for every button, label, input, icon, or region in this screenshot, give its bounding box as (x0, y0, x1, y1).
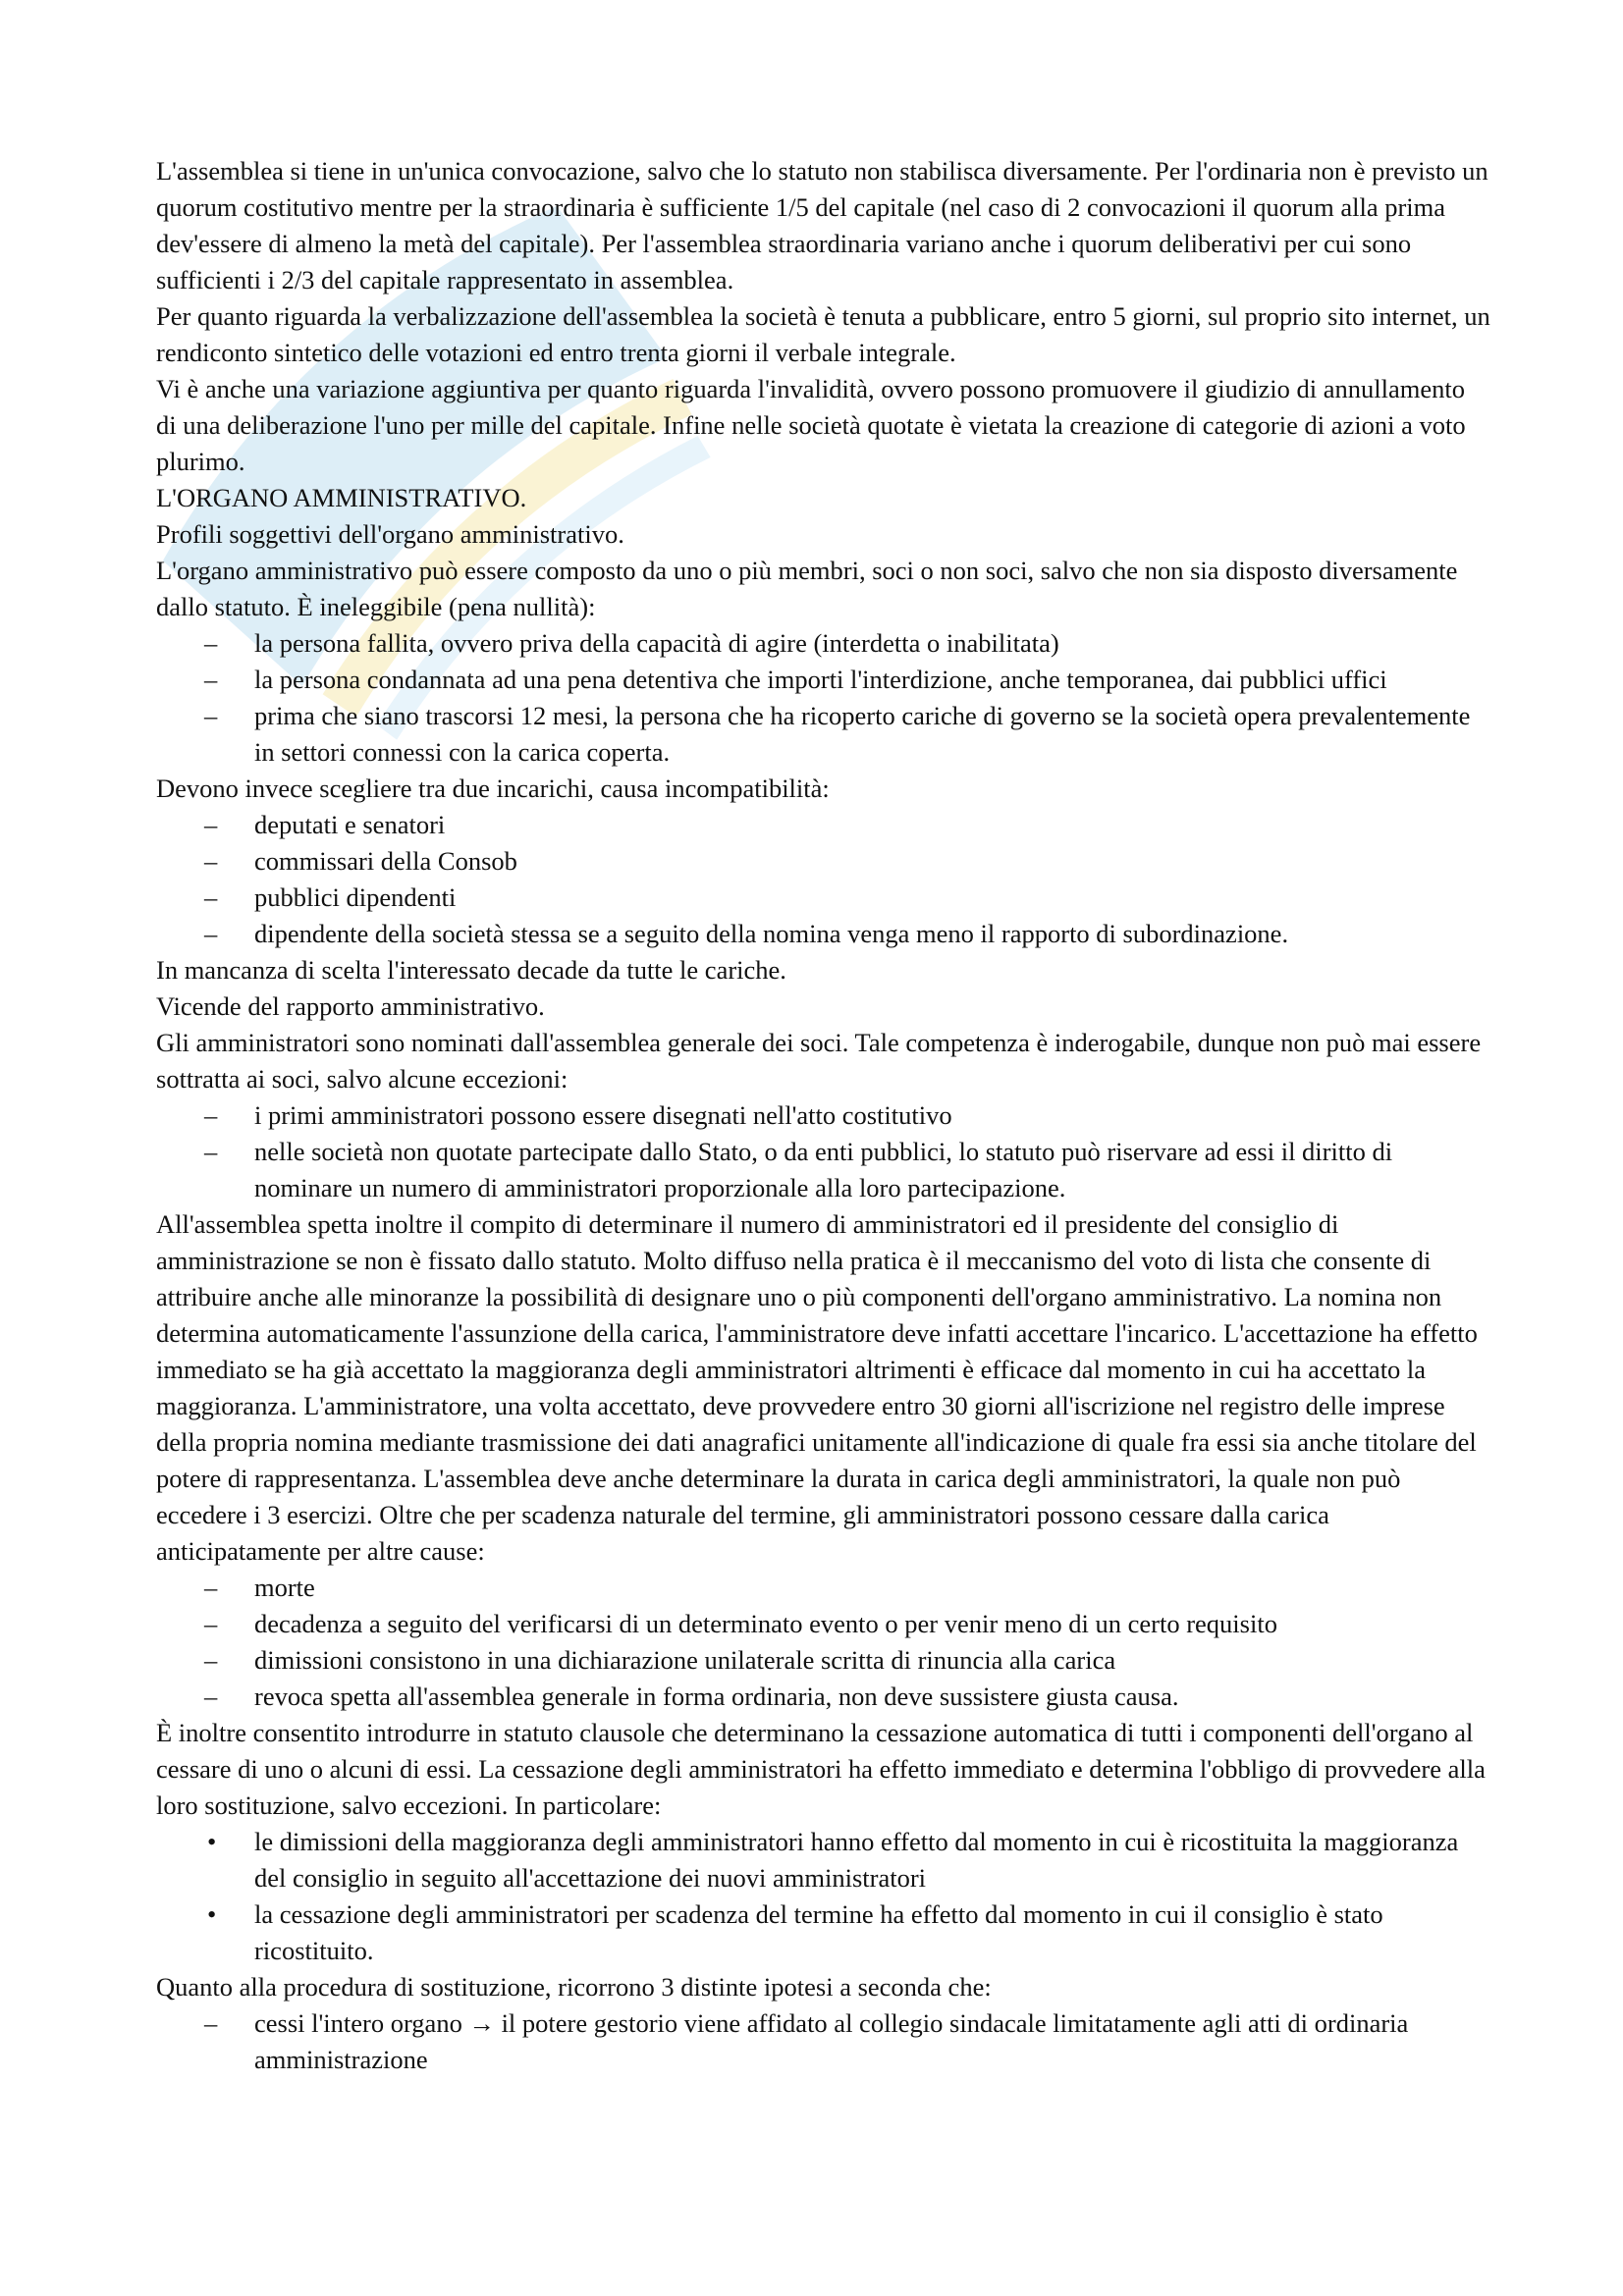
dash-bullet-icon: – (204, 846, 218, 876)
list-item (156, 1570, 1491, 1606)
paragraph-convocazione: L'assemblea si tiene in un'unica convocazione, salvo che lo statuto non stabilisca diversamente. Per l'ordinaria non è previsto un quorum costitutivo mentre per la straordinaria è sufficiente 1/5 del capitale (nel caso di 2 convocazioni il quorum alla prima dev'essere di almeno la metà del capitale). Per l'assemblea straordinaria variano anche i quorum deliberativi per cui sono sufficienti i 2/3 del capitale rappresentato in assemblea. (156, 156, 1488, 294)
list-item-text: cessi l'intero organo → il potere gestorio viene affidato al collegio sindacale limitatamente agli atti di ordinaria amministrazione (254, 2008, 1409, 2074)
list-cause-cessazione (156, 1570, 1491, 1715)
dash-bullet-icon: – (204, 628, 218, 658)
dash-bullet-icon: – (204, 882, 218, 912)
dash-bullet-icon: – (204, 1573, 218, 1602)
subheading-vicende: Vicende del rapporto amministrativo. (156, 991, 545, 1021)
list-item-text: decadenza a seguito del verificarsi di un determinato evento o per venir meno di un certo requisito (254, 1609, 1277, 1638)
list-item (156, 662, 1491, 698)
list-item-text: revoca spetta all'assemblea generale in forma ordinaria, non deve sussistere giusta causa. (254, 1682, 1179, 1711)
list-item-text: deputati e senatori (254, 810, 446, 839)
paragraph-verbalizzazione: Per quanto riguarda la verbalizzazione dell'assemblea la società è tenuta a pubblicare, entro 5 giorni, sul proprio sito internet, un rendiconto sintetico delle votazioni ed entro trenta giorni il verbale integrale. (156, 301, 1490, 367)
dash-bullet-icon: – (204, 701, 218, 730)
dash-bullet-icon: – (204, 919, 218, 948)
list-item (156, 2005, 1491, 2078)
dash-bullet-icon: – (204, 1137, 218, 1166)
bullet-dot-icon: • (207, 1827, 217, 1856)
list-item (156, 807, 1491, 843)
paragraph-incompatibilita: Devono invece scegliere tra due incarichi, causa incompatibilità: (156, 774, 830, 803)
paragraph-composizione: L'organo amministrativo può essere composto da uno o più membri, soci o non soci, salvo che non sia disposto diversamente dallo statuto. È ineleggibile (pena nullità): (156, 556, 1458, 621)
paragraph-mancanza-scelta: In mancanza di scelta l'interessato decade da tutte le cariche. (156, 955, 786, 985)
list-item (156, 1642, 1491, 1679)
list-item-text: la cessazione degli amministratori per scadenza del termine ha effetto dal momento in cui il consiglio è stato ricostituito. (254, 1899, 1383, 1965)
dash-bullet-icon: – (204, 810, 218, 839)
dash-bullet-icon: – (204, 1100, 218, 1130)
list-item-text: le dimissioni della maggioranza degli amministratori hanno effetto dal momento in cui è ricostituita la maggioranza del consiglio in seguito all'accettazione dei nuovi amministratori (254, 1827, 1459, 1893)
bullet-dot-icon: • (207, 1899, 217, 1929)
dash-bullet-icon: – (204, 665, 218, 694)
paragraph-compiti-assemblea: All'assemblea spetta inoltre il compito di determinare il numero di amministratori ed il presidente del consiglio di amministrazione se non è fissato dallo statuto. Molto diffuso nella pratica è il meccanismo del voto di lista che consente di attribuire anche alle minoranze la possibilità di designare uno o più componenti dell'organo amministrativo. La nomina non determina automaticamente l'assunzione della carica, l'amministratore deve infatti accettare l'incarico. L'accettazione ha effetto immediato se ha già accettato la maggioranza degli amministratori altrimenti è efficace dal momento in cui ha accettato la maggioranza. L'amministratore, una volta accettato, deve provvedere entro 30 giorni all'iscrizione nel registro delle imprese della propria nomina mediante trasmissione dei dati anagrafici unitamente all'indicazione di quale fra essi sia anche titolare del potere di rappresentanza. L'assemblea deve anche determinare la durata in carica degli amministratori, la quale non può eccedere i 3 esercizi. Oltre che per scadenza naturale del termine, gli amministratori possono cessare dalla carica anticipatamente per altre cause: (156, 1209, 1478, 1566)
list-item (156, 916, 1491, 952)
list-eccezioni (156, 1097, 1491, 1206)
paragraph-clausole: È inoltre consentito introdurre in statuto clausole che determinano la cessazione automatica di tutti i componenti dell'organo al cessare di uno o alcuni di essi. La cessazione degli amministratori ha effetto immediato e determina l'obbligo di provvedere alla loro sostituzione, salvo eccezioni. In particolare: (156, 1718, 1486, 1820)
list-item (156, 625, 1491, 662)
list-item-text: morte (254, 1573, 315, 1602)
list-incompatibili (156, 807, 1491, 952)
paragraph-invalidita: Vi è anche una variazione aggiuntiva per quanto riguarda l'invalidità, ovvero possono promuovere il giudizio di annullamento di una deliberazione l'uno per mille del capitale. Infine nelle società quotate è vietata la creazione di categorie di azioni a voto plurimo. (156, 374, 1466, 476)
list-ipotesi (156, 2005, 1491, 2078)
list-item-text: dipendente della società stessa se a seguito della nomina venga meno il rapporto di subordinazione. (254, 919, 1289, 948)
dash-bullet-icon: – (204, 2008, 218, 2038)
list-item-text: pubblici dipendenti (254, 882, 457, 912)
list-item (156, 880, 1491, 916)
list-item-text: dimissioni consistono in una dichiarazione unilaterale scritta di rinuncia alla carica (254, 1645, 1116, 1675)
list-item (156, 698, 1491, 771)
list-item-text: la persona condannata ad una pena detentiva che importi l'interdizione, anche temporanea, dai pubblici uffici (254, 665, 1387, 694)
paragraph-sostituzione: Quanto alla procedura di sostituzione, ricorrono 3 distinte ipotesi a seconda che: (156, 1972, 992, 2002)
dash-bullet-icon: – (204, 1682, 218, 1711)
subheading-profili-soggettivi: Profili soggettivi dell'organo amministrativo. (156, 519, 624, 549)
list-in-particolare (156, 1824, 1491, 1969)
list-item-text: la persona fallita, ovvero priva della capacità di agire (interdetta o inabilitata) (254, 628, 1059, 658)
list-item (156, 1679, 1491, 1715)
list-item-text: i primi amministratori possono essere disegnati nell'atto costitutivo (254, 1100, 952, 1130)
list-item (156, 843, 1491, 880)
dash-bullet-icon: – (204, 1645, 218, 1675)
list-item (156, 1606, 1491, 1642)
list-item-text: commissari della Consob (254, 846, 517, 876)
dash-bullet-icon: – (204, 1609, 218, 1638)
list-ineleggibili (156, 625, 1491, 771)
heading-organo-amministrativo: L'ORGANO AMMINISTRATIVO. (156, 483, 527, 512)
list-item-text: nelle società non quotate partecipate dallo Stato, o da enti pubblici, lo statuto può riservare ad essi il diritto di nominare un numero di amministratori proporzionale alla loro partecipazione. (254, 1137, 1393, 1202)
paragraph-nomina: Gli amministratori sono nominati dall'assemblea generale dei soci. Tale competenza è inderogabile, dunque non può mai essere sottratta ai soci, salvo alcune eccezioni: (156, 1028, 1482, 1094)
list-item (156, 1896, 1491, 1969)
list-item (156, 1824, 1491, 1896)
list-item-text: prima che siano trascorsi 12 mesi, la persona che ha ricoperto cariche di governo se la società opera prevalentemente in settori connessi con la carica coperta. (254, 701, 1471, 767)
list-item (156, 1134, 1491, 1206)
document-body (156, 153, 1491, 2078)
list-item (156, 1097, 1491, 1134)
